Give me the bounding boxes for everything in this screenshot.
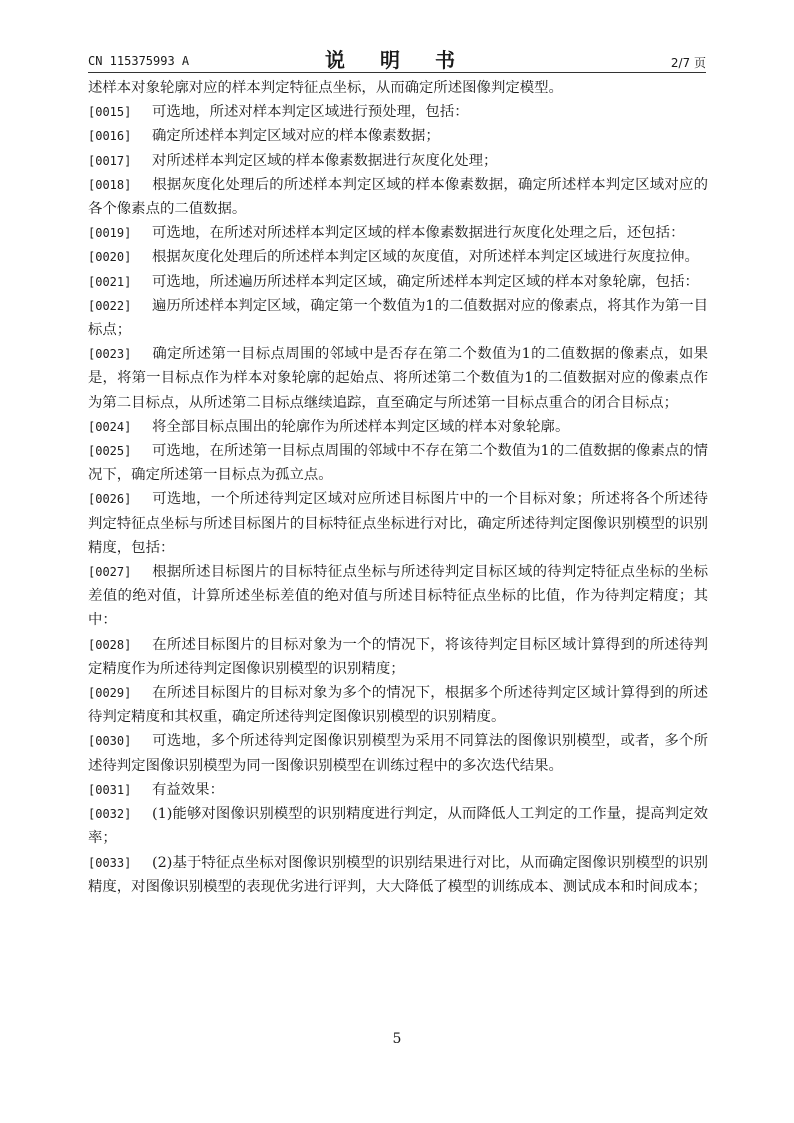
paragraph-number: [0019] <box>88 226 132 241</box>
paragraph <box>88 681 708 729</box>
paragraph <box>88 149 708 173</box>
paragraph <box>88 415 708 439</box>
paragraph <box>88 729 708 777</box>
paragraph-text: 根据所述目标图片的目标特征点坐标与所述待判定目标区域的待判定特征点坐标的坐标差值的绝对值，计算所述坐标差值的绝对值与所述目标特征点坐标的比值，作为待判定精度；其中： <box>88 564 708 629</box>
paragraph <box>88 487 708 560</box>
paragraph-text: 可选地，多个所述待判定图像识别模型为采用不同算法的图像识别模型，或者，多个所述待判定图像识别模型为同一图像识别模型在训练过程中的多次迭代结果。 <box>88 733 708 774</box>
paragraph-text: 遍历所述样本判定区域，确定第一个数值为1的二值数据对应的像素点，将其作为第一目标点； <box>88 297 709 339</box>
paragraph-number: [0020] <box>88 250 132 265</box>
paragraph <box>88 100 708 124</box>
paragraph-number: [0033] <box>88 855 132 870</box>
paragraph-text: 在所述目标图片的目标对象为一个的情况下，将该待判定目标区域计算得到的所述待判定精度作为所述待判定图像识别模型的识别精度； <box>88 636 708 677</box>
page-number: 5 <box>392 1031 402 1047</box>
paragraph-number: [0022] <box>88 298 132 313</box>
paragraph-text: 可选地，所述对样本判定区域进行预处理，包括： <box>152 104 469 121</box>
paragraph-number: [0029] <box>88 686 132 701</box>
header-divider <box>88 72 706 73</box>
paragraph-number: [0027] <box>88 565 132 580</box>
paragraph-text: (1)能够对图像识别模型的识别精度进行判定，从而降低人工判定的工作量，提高判定效率； <box>88 806 708 847</box>
paragraph-number: [0015] <box>88 105 132 120</box>
paragraph-number: [0031] <box>88 782 132 797</box>
paragraph-text: 对所述样本判定区域的样本像素数据进行灰度化处理； <box>152 152 498 169</box>
paragraph-text: (2)基于特征点坐标对图像识别模型的识别结果进行对比，从而确定图像识别模型的识别精度，对图像识别模型的表现优劣进行评判，大大降低了模型的训练成本、测试成本和时间成本； <box>88 854 708 895</box>
paragraph-number: [0032] <box>88 807 132 822</box>
paragraph-number: [0023] <box>88 347 132 362</box>
page-header <box>88 44 706 70</box>
paragraph-text: 根据灰度化处理后的所述样本判定区域的样本像素数据，确定所述样本判定区域对应的各个像素点的二值数据。 <box>88 176 708 218</box>
paragraph <box>88 221 708 245</box>
paragraph <box>88 124 708 148</box>
paragraph <box>88 294 708 342</box>
paragraph-text: 有益效果： <box>152 781 224 798</box>
paragraph-number: [0021] <box>88 274 132 289</box>
paragraph-text: 可选地，在所述对所述样本判定区域的样本像素数据进行灰度化处理之后，还包括： <box>152 225 685 242</box>
paragraph <box>88 76 708 100</box>
paragraph-number: [0024] <box>88 419 132 434</box>
paragraph-text: 确定所述样本判定区域对应的样本像素数据； <box>152 128 440 145</box>
paragraph-number: [0018] <box>88 177 132 192</box>
paragraph <box>88 802 708 850</box>
paragraph-number: [0030] <box>88 734 132 749</box>
paragraph-text: 将全部目标点围出的轮廓作为所述样本判定区域的样本对象轮廓。 <box>152 418 570 435</box>
page-indicator: 2/7 页 <box>670 56 706 70</box>
paragraph <box>88 633 708 681</box>
paragraph <box>88 173 708 221</box>
paragraph-number: [0016] <box>88 129 132 144</box>
paragraph-number: [0026] <box>88 492 132 507</box>
paragraph <box>88 851 708 899</box>
paragraph-text: 述样本对象轮廓对应的样本判定特征点坐标，从而确定所述图像判定模型。 <box>88 80 563 96</box>
paragraph-number: [0025] <box>88 444 132 459</box>
paragraph-number: [0017] <box>88 153 132 168</box>
paragraph <box>88 245 708 269</box>
paragraph-text: 在所述目标图片的目标对象为多个的情况下，根据多个所述待判定区域计算得到的所述待判定精度和其权重，确定所述待判定图像识别模型的识别精度。 <box>88 685 708 726</box>
paragraph-text: 可选地，在所述第一目标点周围的邻域中不存在第二个数值为1的二值数据的像素点的情况下，确定所述第一目标点为孤立点。 <box>88 443 709 484</box>
paragraph-text: 根据灰度化处理后的所述样本判定区域的灰度值，对所述样本判定区域进行灰度拉伸。 <box>152 249 699 266</box>
paragraph-text: 确定所述第一目标点周围的邻域中是否存在第二个数值为1的二值数据的像素点，如果是，将第一目标点作为样本对象轮廓的起始点、将所述第二个数值为1的二值数据对应的像素点作为第二目标点，从所述第二目标点继续追踪，直至确定与所述第一目标点重合的闭合目标点； <box>88 346 708 411</box>
paragraph <box>88 342 708 415</box>
paragraph <box>88 270 708 294</box>
paragraph <box>88 778 708 802</box>
document-title: 说 明 书 <box>325 48 469 72</box>
paragraph-text: 可选地，一个所述待判定区域对应所述目标图片中的一个目标对象；所述将各个所述待判定特征点坐标与所述目标图片的目标特征点坐标进行对比，确定所述待判定图像识别模型的识别精度，包括： <box>88 491 708 556</box>
paragraph <box>88 439 708 487</box>
paragraph-number: [0028] <box>88 637 132 652</box>
paragraph-text: 可选地，所述遍历所述样本判定区域，确定所述样本判定区域的样本对象轮廓，包括： <box>152 273 699 290</box>
paragraph <box>88 560 708 633</box>
document-body <box>88 76 708 899</box>
publication-number: CN 115375993 A <box>88 54 190 68</box>
